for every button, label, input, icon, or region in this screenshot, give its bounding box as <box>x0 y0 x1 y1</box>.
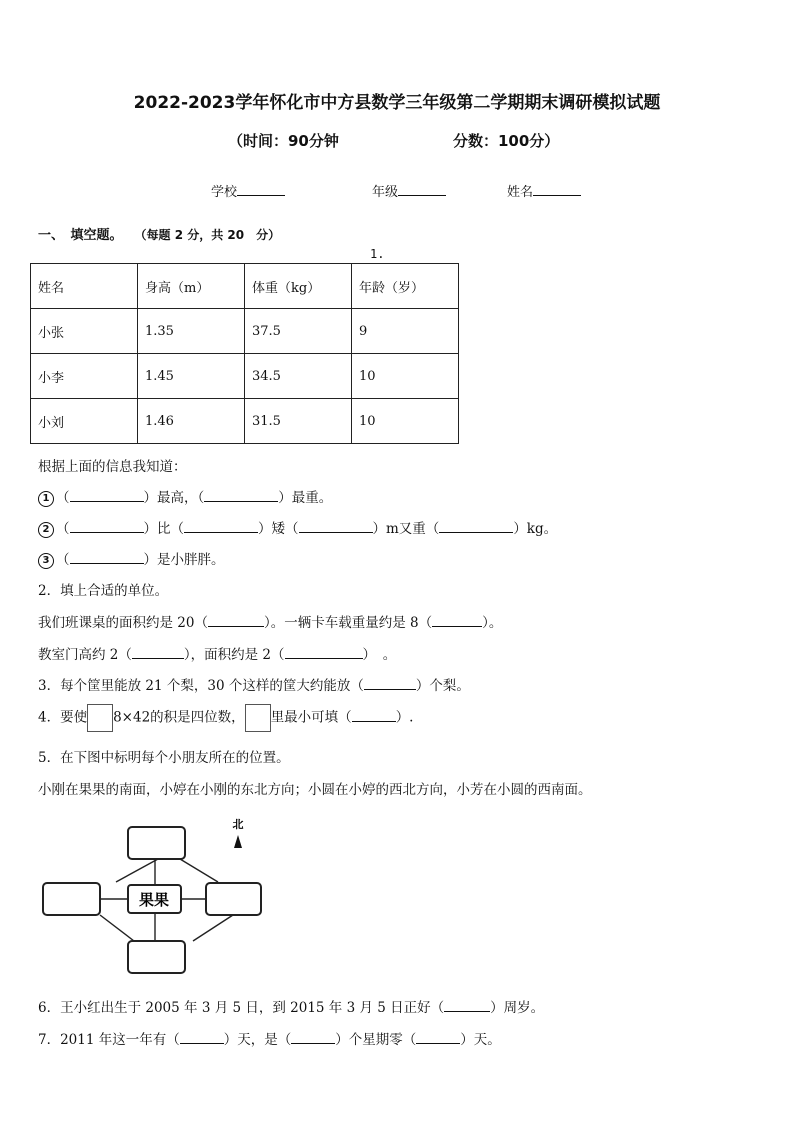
q5-heading: 5．在下图中标明每个小朋友所在的位置。 <box>38 750 290 766</box>
q2-line-a <box>38 611 502 631</box>
school-label: 学校 <box>211 185 238 200</box>
connector-line <box>100 915 134 941</box>
table-cell: 1.46 <box>138 399 245 444</box>
info-table <box>30 263 459 444</box>
table-row <box>31 354 459 399</box>
text: 教室门高约 2（ <box>38 647 132 663</box>
table-header-cell: 姓名 <box>31 264 138 309</box>
position-diagram <box>38 815 268 980</box>
name-label: 姓名 <box>507 185 534 200</box>
answer-blank[interactable] <box>432 613 482 627</box>
connector-line <box>193 915 233 941</box>
grade-label: 年级 <box>372 185 399 200</box>
answer-blank[interactable] <box>70 519 144 533</box>
table-cell: 小李 <box>31 354 138 399</box>
section-note: （每题 2 分，共 20 分） <box>140 228 281 242</box>
name-field <box>507 181 581 200</box>
answer-blank[interactable] <box>184 519 258 533</box>
q2-heading: 2．填上合适的单位。 <box>38 583 169 599</box>
table-cell: 1.45 <box>138 354 245 399</box>
answer-blank[interactable] <box>291 1030 335 1044</box>
south-box[interactable] <box>128 941 185 973</box>
grade-blank[interactable] <box>398 183 446 196</box>
text: ）最高，（ <box>143 490 205 506</box>
q4-line <box>38 704 413 732</box>
text: ）. <box>395 709 414 726</box>
answer-blank[interactable] <box>439 519 513 533</box>
grade-field <box>372 181 446 200</box>
text: ）周岁。 <box>490 1000 545 1016</box>
text: 3．每个筐里能放 21 个梨，30 个这样的筐大约能放（ <box>38 678 364 694</box>
connector-line <box>116 859 158 882</box>
answer-blank[interactable] <box>364 676 416 690</box>
q1-line3 <box>38 548 225 569</box>
time-label: （时间：90分钟 <box>228 132 339 150</box>
text: ）比（ <box>143 521 184 537</box>
table-cell: 37.5 <box>245 309 352 354</box>
digit-box[interactable] <box>87 704 113 732</box>
table-cell: 小刘 <box>31 399 138 444</box>
text: ）天，是（ <box>223 1032 292 1048</box>
east-box[interactable] <box>206 883 261 915</box>
answer-blank[interactable] <box>70 488 144 502</box>
text: （ <box>56 521 70 537</box>
answer-blank[interactable] <box>208 613 264 627</box>
table-header-cell: 身高（m） <box>138 264 245 309</box>
table-header-cell: 年龄（岁） <box>352 264 459 309</box>
digit-box[interactable] <box>245 704 271 732</box>
connector-line <box>180 859 218 882</box>
text: ）是小胖胖。 <box>143 552 225 568</box>
text: ） 。 <box>362 647 397 663</box>
north-arrow-icon <box>234 835 242 848</box>
text: ）个梨。 <box>415 678 470 694</box>
text: ）矮（ <box>258 521 299 537</box>
text: ）。一辆卡车载重量约是 8（ <box>263 615 433 631</box>
table-cell: 31.5 <box>245 399 352 444</box>
text: ）个星期零（ <box>335 1032 417 1048</box>
answer-blank[interactable] <box>132 645 184 659</box>
q1-line2 <box>38 517 557 538</box>
q7-line <box>38 1028 501 1048</box>
text: 7．2011 年这一年有（ <box>38 1032 180 1048</box>
table-cell: 小张 <box>31 309 138 354</box>
table-row <box>31 309 459 354</box>
section-heading <box>38 224 280 243</box>
answer-blank[interactable] <box>352 708 396 722</box>
school-field <box>211 181 285 200</box>
text: ），面积约是 2（ <box>183 647 285 663</box>
answer-blank[interactable] <box>204 488 278 502</box>
q1-line1 <box>38 486 332 507</box>
text: （ <box>56 490 70 506</box>
school-blank[interactable] <box>237 183 285 196</box>
circled-3: 3 <box>38 553 54 569</box>
q6-line <box>38 996 544 1016</box>
answer-blank[interactable] <box>299 519 373 533</box>
q2-line-b <box>38 643 396 663</box>
circled-1: 1 <box>38 491 54 507</box>
text: ）天。 <box>460 1032 501 1048</box>
score-label: 分数：100分） <box>453 132 560 150</box>
table-cell: 1.35 <box>138 309 245 354</box>
text: ）最重。 <box>278 490 333 506</box>
table-cell: 10 <box>352 399 459 444</box>
west-box[interactable] <box>43 883 100 915</box>
text: ）m又重（ <box>372 521 440 537</box>
text: 6．王小红出生于 2005 年 3 月 5 日，到 2015 年 3 月 5 日正好（ <box>38 1000 445 1016</box>
q1-intro: 根据上面的信息我知道： <box>38 459 187 475</box>
answer-blank[interactable] <box>70 550 144 564</box>
q1-number: 1. <box>370 247 385 261</box>
text: 我们班课桌的面积约是 20（ <box>38 615 208 631</box>
table-row <box>31 399 459 444</box>
page-title: 2022-2023学年怀化市中方县数学三年级第二学期期末调研模拟试题 <box>133 93 661 113</box>
north-box[interactable] <box>128 827 185 859</box>
table-cell: 34.5 <box>245 354 352 399</box>
text: ）kg。 <box>513 521 558 537</box>
answer-blank[interactable] <box>180 1030 224 1044</box>
table-header-row <box>31 264 459 309</box>
answer-blank[interactable] <box>416 1030 460 1044</box>
text: 里最小可填（ <box>270 709 352 726</box>
north-label: 北 <box>232 818 244 831</box>
name-blank[interactable] <box>533 183 581 196</box>
q5-description: 小刚在果果的南面，小婷在小刚的东北方向；小圆在小婷的西北方向，小芳在小圆的西南面。 <box>38 782 592 798</box>
center-label: 果果 <box>138 891 170 909</box>
q3-line <box>38 674 470 694</box>
table-cell: 9 <box>352 309 459 354</box>
answer-blank[interactable] <box>444 998 490 1012</box>
text: （ <box>56 552 70 568</box>
text: 8×42的积是四位数， <box>113 709 245 726</box>
table-header-cell: 体重（kg） <box>245 264 352 309</box>
table-cell: 10 <box>352 354 459 399</box>
section-title: 一、 填空题。 <box>38 228 123 243</box>
text: ）。 <box>482 615 503 631</box>
text: 4．要使 <box>38 709 88 726</box>
circled-2: 2 <box>38 522 54 538</box>
answer-blank[interactable] <box>285 645 363 659</box>
